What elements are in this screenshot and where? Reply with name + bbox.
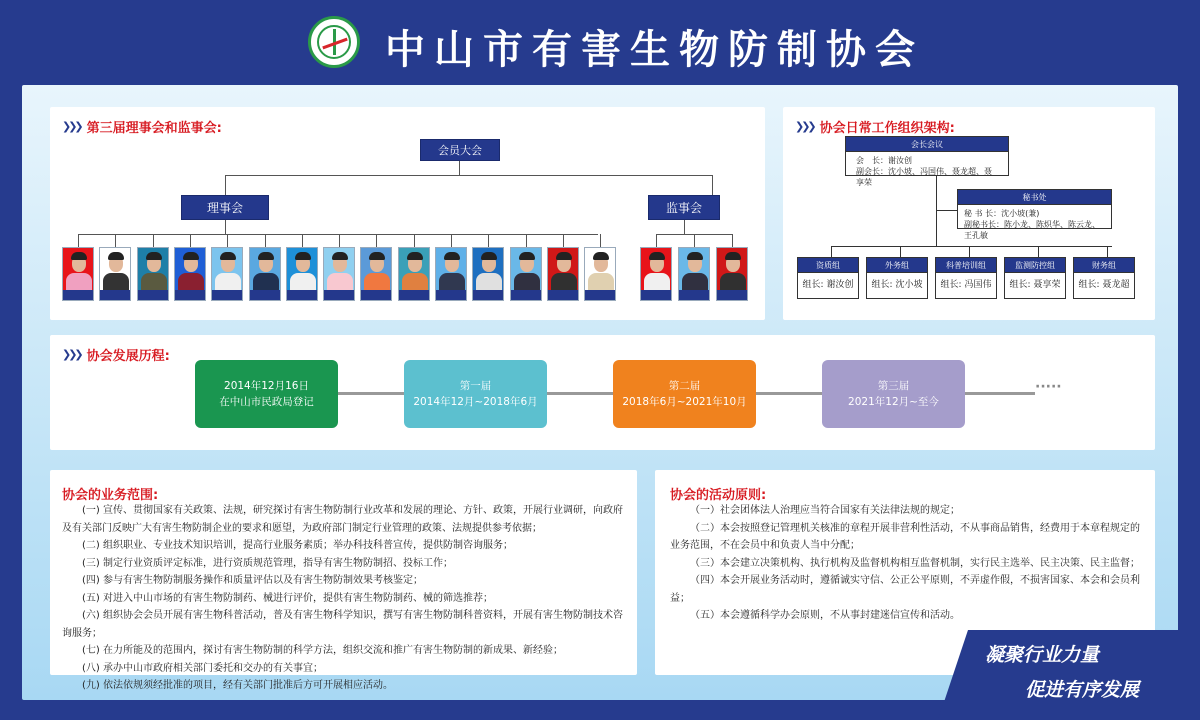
stage-title: 第三届: [877, 380, 910, 392]
timeline-stage: [195, 360, 338, 428]
group-leader: 组长: 聂享荣: [1009, 280, 1061, 290]
photo-caption: [679, 290, 709, 300]
stage-period: 2018年6月~2021年10月: [622, 396, 747, 408]
stage-period: 2021年12月~至今: [848, 396, 939, 408]
heading-text: 协会发展历程:: [86, 349, 170, 364]
secretary-line: 秘 书 长：沈小坡(兼): [964, 209, 1040, 218]
page-title: 中山市有害生物防制协会: [385, 27, 924, 73]
stage-period: 2014年12月~2018年6月: [413, 396, 538, 408]
scope-item: (六) 组织协会会员开展有害生物科普活动，普及有害生物科学知识，撰写有害生物防制科普资料，开展有害生物防制技术咨询服务；: [62, 610, 623, 639]
work-group-box: [1004, 257, 1066, 299]
principle-item: （二）本会按照登记管理机关核准的章程开展非营利性活动，不从事商品销售，经费用于本章程规定的业务范围，不在会员中和负责人当中分配；: [670, 522, 1140, 551]
supervisor-member-photo: [640, 247, 672, 301]
work-group-box: [866, 257, 928, 299]
photo-caption: [287, 290, 317, 300]
work-group-box: [1073, 257, 1135, 299]
photo-caption: [361, 290, 391, 300]
timeline-stage: [404, 360, 547, 428]
presidium-box: [845, 136, 1009, 187]
supervisors-box: 监事会: [648, 195, 720, 220]
group-leader: 组长: 冯国伟: [940, 280, 992, 290]
board-member-photo: [435, 247, 467, 301]
photo-caption: [641, 290, 671, 300]
timeline-stage: [822, 360, 965, 428]
group-name: 监测防控组: [1005, 258, 1065, 273]
group-name: 外务组: [867, 258, 927, 273]
chevrons-icon: ❯❯❯: [795, 120, 814, 133]
secretariat-box: [957, 189, 1112, 240]
scope-item: (四) 参与有害生物防制服务操作和质量评估以及有害生物防制效果考核鉴定；: [82, 575, 423, 586]
board-member-photo: [398, 247, 430, 301]
work-group-box: [797, 257, 859, 299]
board-member-photo: [510, 247, 542, 301]
photo-caption: [585, 290, 615, 300]
scope-item: (二) 组织职业、专业技术知识培训，提高行业服务素质；举办科技科普宣传，提供防制咨询服务；: [82, 540, 513, 551]
board-member-photo: [286, 247, 318, 301]
president-line: 会 长：谢汝创: [856, 156, 912, 165]
secretariat-title: 秘书处: [958, 190, 1111, 205]
scope-panel: [50, 470, 637, 691]
board-member-photo: [472, 247, 504, 301]
principle-item: （三）本会建立决策机构、执行机构及监督机构相互监督机制，实行民主选举、民主决策、民主监督；: [690, 557, 1140, 569]
photo-caption: [175, 290, 205, 300]
photo-caption: [473, 290, 503, 300]
photo-caption: [250, 290, 280, 300]
board-member-photo: [547, 247, 579, 301]
board-box: 理事会: [181, 195, 269, 220]
stage-title: 第一届: [459, 380, 492, 392]
principle-item: （四）本会开展业务活动时，遵循诚实守信、公正公平原则，不弄虚作假，不损害国家、本会和会员利益；: [670, 575, 1140, 604]
daily-org-panel: [783, 107, 1155, 320]
heading-text: 第三届理事会和监事会:: [86, 121, 222, 136]
slogan-line-1: 凝聚行业力量: [985, 644, 1100, 666]
group-name: 科普培训组: [936, 258, 996, 273]
deputy-secretary-line: 副秘书长：陈小龙、陈炽华、陈云龙、王孔敏: [964, 220, 1100, 240]
chevrons-icon: ❯❯❯: [62, 348, 81, 361]
scope-item: (三) 制定行业资质评定标准，进行资质规范管理，指导有害生物防制招、投标工作；: [82, 557, 453, 569]
board-member-photo: [323, 247, 355, 301]
principle-item: （一）社会团体法人治理应当符合国家有关法律法规的规定；: [690, 505, 960, 516]
photo-caption: [399, 290, 429, 300]
board-member-photo: [99, 247, 131, 301]
scope-item: (一) 宣传、贯彻国家有关政策、法规，研究探讨有害生物防制行业改革和发展的理论、方针、政策，开展行业调研，向政府及有关部门反映广大有害生物防制企业的要求和愿望，为政府部门制定行业管理的政策、法规提供参考依据；: [62, 505, 623, 534]
timeline-continues: ·····: [1035, 379, 1062, 395]
work-group-box: [935, 257, 997, 299]
stage-title: 第二届: [668, 380, 701, 392]
association-logo: [308, 16, 360, 68]
heading-text: 协会日常工作组织架构:: [819, 121, 955, 136]
history-heading: [62, 345, 170, 364]
stage-period: 在中山市民政局登记: [219, 396, 314, 408]
photo-caption: [100, 290, 130, 300]
scope-item: (七) 在力所能及的范围内，探讨有害生物防制的科学方法，组织交流和推广有害生物防制的新成果、新经验；: [82, 645, 563, 656]
stage-title: 2014年12月16日: [224, 380, 309, 392]
scope-heading: 协会的业务范围:: [62, 488, 159, 503]
photo-caption: [63, 290, 93, 300]
assembly-box: 会员大会: [420, 139, 500, 161]
scope-item: (八) 承办中山市政府相关部门委托和交办的有关事宜；: [82, 662, 323, 674]
supervisor-member-photo: [678, 247, 710, 301]
board-member-photo: [249, 247, 281, 301]
board-member-photo: [174, 247, 206, 301]
board-member-photo: [211, 247, 243, 301]
photo-caption: [138, 290, 168, 300]
scope-item: (九) 依法依规须经批准的项目，经有关部门批准后方可开展相应活动。: [82, 680, 393, 691]
group-name: 财务组: [1074, 258, 1134, 273]
chevrons-icon: ❯❯❯: [62, 120, 81, 133]
photo-caption: [548, 290, 578, 300]
slogan-line-2: 促进有序发展: [1025, 679, 1140, 701]
photo-caption: [436, 290, 466, 300]
board-member-photo: [137, 247, 169, 301]
group-name: 资质组: [798, 258, 858, 273]
group-leader: 组长: 谢汝创: [802, 280, 854, 290]
scope-item: (五) 对进入中山市场的有害生物防制药、械进行评价，提供有害生物防制药、械的筛选推荐；: [82, 592, 493, 604]
group-leader: 组长: 沈小坡: [871, 280, 923, 290]
board-member-photo: [584, 247, 616, 301]
photo-caption: [212, 290, 242, 300]
board-member-photo: [62, 247, 94, 301]
board-member-photo: [360, 247, 392, 301]
timeline-stage: [613, 360, 756, 428]
photo-caption: [324, 290, 354, 300]
council-heading: [62, 117, 222, 136]
principles-heading: 协会的活动原则:: [670, 488, 767, 503]
daily-heading: [795, 117, 955, 136]
principle-item: （五）本会遵循科学办会原则，不从事封建迷信宣传和活动。: [690, 610, 960, 621]
council-panel: [50, 107, 765, 320]
photo-caption: [717, 290, 747, 300]
supervisor-member-photo: [716, 247, 748, 301]
presidium-title: 会长会议: [846, 137, 1008, 152]
group-leader: 组长: 聂龙超: [1078, 280, 1130, 290]
vice-president-line: 副会长：沈小坡、冯国伟、聂龙超、聂享荣: [856, 167, 992, 187]
photo-caption: [511, 290, 541, 300]
